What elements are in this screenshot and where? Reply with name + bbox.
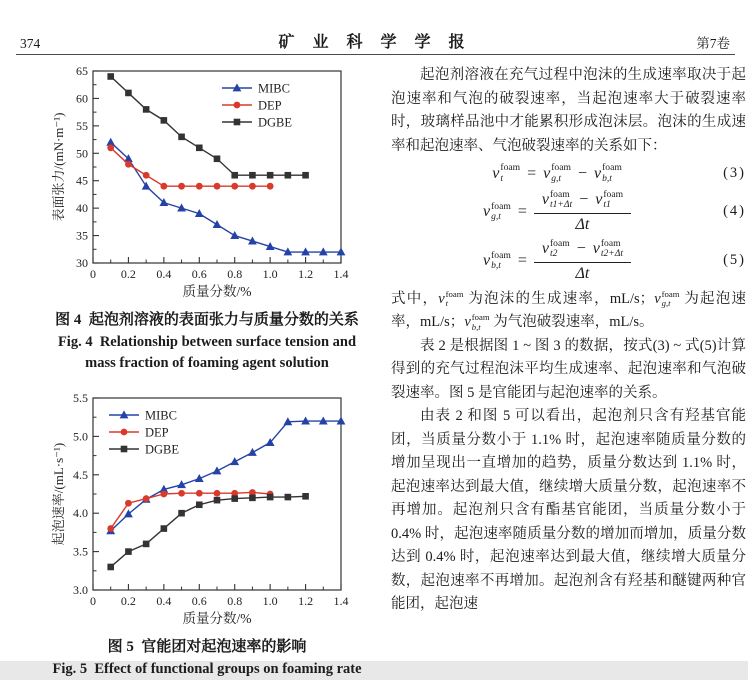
svg-text:3.0: 3.0 [73, 583, 88, 597]
svg-text:0.2: 0.2 [120, 594, 136, 608]
eq5-minus: − [576, 240, 586, 258]
svg-text:DEP: DEP [257, 98, 282, 113]
eq3-term2: v foam b,t [593, 162, 622, 184]
figure5-caption-zh: 图 5 官能团对起泡速率的影响 [107, 639, 307, 655]
svg-text:50: 50 [76, 146, 88, 161]
svg-text:质量分数/%: 质量分数/% [182, 611, 252, 626]
eq4-number: (4) [723, 203, 746, 220]
svg-text:45: 45 [76, 173, 88, 188]
svg-text:30: 30 [76, 256, 88, 270]
eq3-lhs: v foam t [492, 162, 521, 184]
figure4-caption-zh: 图 4 起泡剂溶液的表面张力与质量分数的关系 [55, 312, 359, 328]
eq4-num-term2: v foam t1 [595, 188, 624, 211]
svg-text:5.5: 5.5 [73, 391, 88, 405]
svg-text:40: 40 [76, 201, 88, 216]
svg-text:1.0: 1.0 [262, 267, 278, 281]
eq4-equals: = [517, 203, 527, 221]
svg-text:0.4: 0.4 [156, 594, 172, 608]
eq5-fraction [534, 239, 631, 284]
page-header [18, 30, 732, 52]
journal-title: 矿 业 科 学 学 报 [278, 34, 472, 51]
figure5-caption-en: Fig. 5 Effect of functional groups on foaming rate [52, 661, 362, 677]
svg-text:1.2: 1.2 [298, 594, 314, 608]
eq5-equals: = [517, 252, 527, 270]
eq3-minus: − [577, 165, 587, 182]
eq4-minus: − [579, 191, 589, 209]
svg-text:0: 0 [90, 594, 96, 608]
figure4-chart [52, 60, 352, 303]
eq3-equals: = [527, 165, 537, 182]
paragraph-table2: 表 2 是根据图 1 ~ 图 3 的数据，按式(3) ~ 式(5)计算得到的充气过程泡沫平均生成速率、起泡速率和气泡破裂速率。图 5 是官能团与起泡速率的关系。 [391, 337, 746, 401]
svg-text:DGBE: DGBE [145, 442, 180, 457]
eq4-lhs: v foam g,t [483, 200, 511, 223]
svg-text:4.0: 4.0 [73, 506, 88, 521]
svg-text:0: 0 [90, 267, 96, 281]
svg-text:DEP: DEP [145, 425, 169, 440]
svg-text:0.8: 0.8 [227, 594, 243, 608]
svg-text:35: 35 [76, 228, 88, 243]
eq4-fraction [534, 190, 631, 235]
eq5-num-term2: v foam t2+Δt [592, 237, 624, 260]
svg-text:0.2: 0.2 [120, 267, 136, 281]
eq3-term1: v foam g,t [543, 162, 571, 184]
svg-text:1.4: 1.4 [333, 594, 349, 608]
svg-text:0.4: 0.4 [156, 267, 172, 281]
eq5-lhs: v foam b,t [483, 249, 511, 272]
svg-text:MIBC: MIBC [145, 408, 177, 423]
svg-text:起泡速率/(mL·s⁻¹): 起泡速率/(mL·s⁻¹) [51, 442, 66, 546]
svg-text:0.6: 0.6 [191, 594, 207, 608]
svg-text:1.0: 1.0 [262, 594, 278, 608]
figure4-caption-en-2: mass fraction of foaming agent solution [85, 355, 329, 371]
svg-text:4.5: 4.5 [73, 467, 88, 482]
svg-text:质量分数/%: 质量分数/% [182, 284, 252, 299]
volume-label: 第7卷 [696, 36, 730, 51]
svg-text:60: 60 [76, 91, 88, 106]
paragraph-intro: 起泡剂溶液在充气过程中泡沫的生成速率取决于起泡速率和气泡的破裂速率，当起泡速率大于破裂速率时，玻璃样品池中才能累积形成泡沫层。泡沫的生成速率和起泡速率、气泡破裂速率的关系如下： [391, 67, 746, 154]
svg-text:65: 65 [76, 64, 88, 78]
equation-5 [391, 239, 746, 284]
svg-text:55: 55 [76, 118, 88, 133]
left-column [28, 60, 386, 680]
svg-text:5.0: 5.0 [73, 429, 88, 444]
page-number: 374 [20, 36, 41, 51]
eq4-num-term1: v foam t1+Δt [541, 188, 573, 211]
svg-text:3.5: 3.5 [73, 544, 88, 559]
svg-text:DGBE: DGBE [257, 115, 292, 130]
eq5-denominator: Δt [575, 264, 590, 282]
eq4-denominator: Δt [575, 215, 590, 233]
eq5-num-term1: v foam t2 [541, 237, 570, 260]
svg-text:1.4: 1.4 [333, 267, 349, 281]
paragraph-variables: 式中， v foam t 为泡沫的生成速率，mL/s； v foam g,t 为起泡速率，mL/s； v foam b,t 为气泡破裂速率，mL/s。 [391, 288, 747, 333]
eq5-number: (5) [723, 252, 746, 269]
right-column [391, 64, 746, 617]
header-rule [16, 54, 735, 55]
svg-text:0.8: 0.8 [227, 267, 243, 281]
paragraph-discussion: 由表 2 和图 5 可以看出，起泡剂只含有羟基官能团，当质量分数小于 1.1% 时，起泡速率随质量分数的增加呈现出一直增加的趋势，质量分数达到 1.1% 时，起泡速率达到最大值，继续增大质量分数，起泡速率不再增加。起泡剂只含有酯基官能团，当质量分数小于 0.4% 时，起泡速率随质量分数的增加而增加，质量分数达到 0.4% 时，起泡速率达到最大值，继续增大质量分数，起泡速率不再增加。起泡剂含有羟基和醚键两种官能团，起泡速 [391, 408, 746, 613]
svg-text:1.2: 1.2 [298, 267, 314, 281]
svg-text:MIBC: MIBC [257, 81, 290, 96]
figure4-caption-en-1: Fig. 4 Relationship between surface tension and [57, 334, 357, 350]
svg-text:0.6: 0.6 [191, 267, 207, 281]
figure5-chart [52, 387, 352, 630]
svg-text:表面张力/(mN·m⁻¹): 表面张力/(mN·m⁻¹) [51, 112, 66, 222]
equation-4 [391, 190, 746, 235]
eq3-number: (3) [723, 165, 746, 181]
equation-3 [391, 162, 746, 186]
